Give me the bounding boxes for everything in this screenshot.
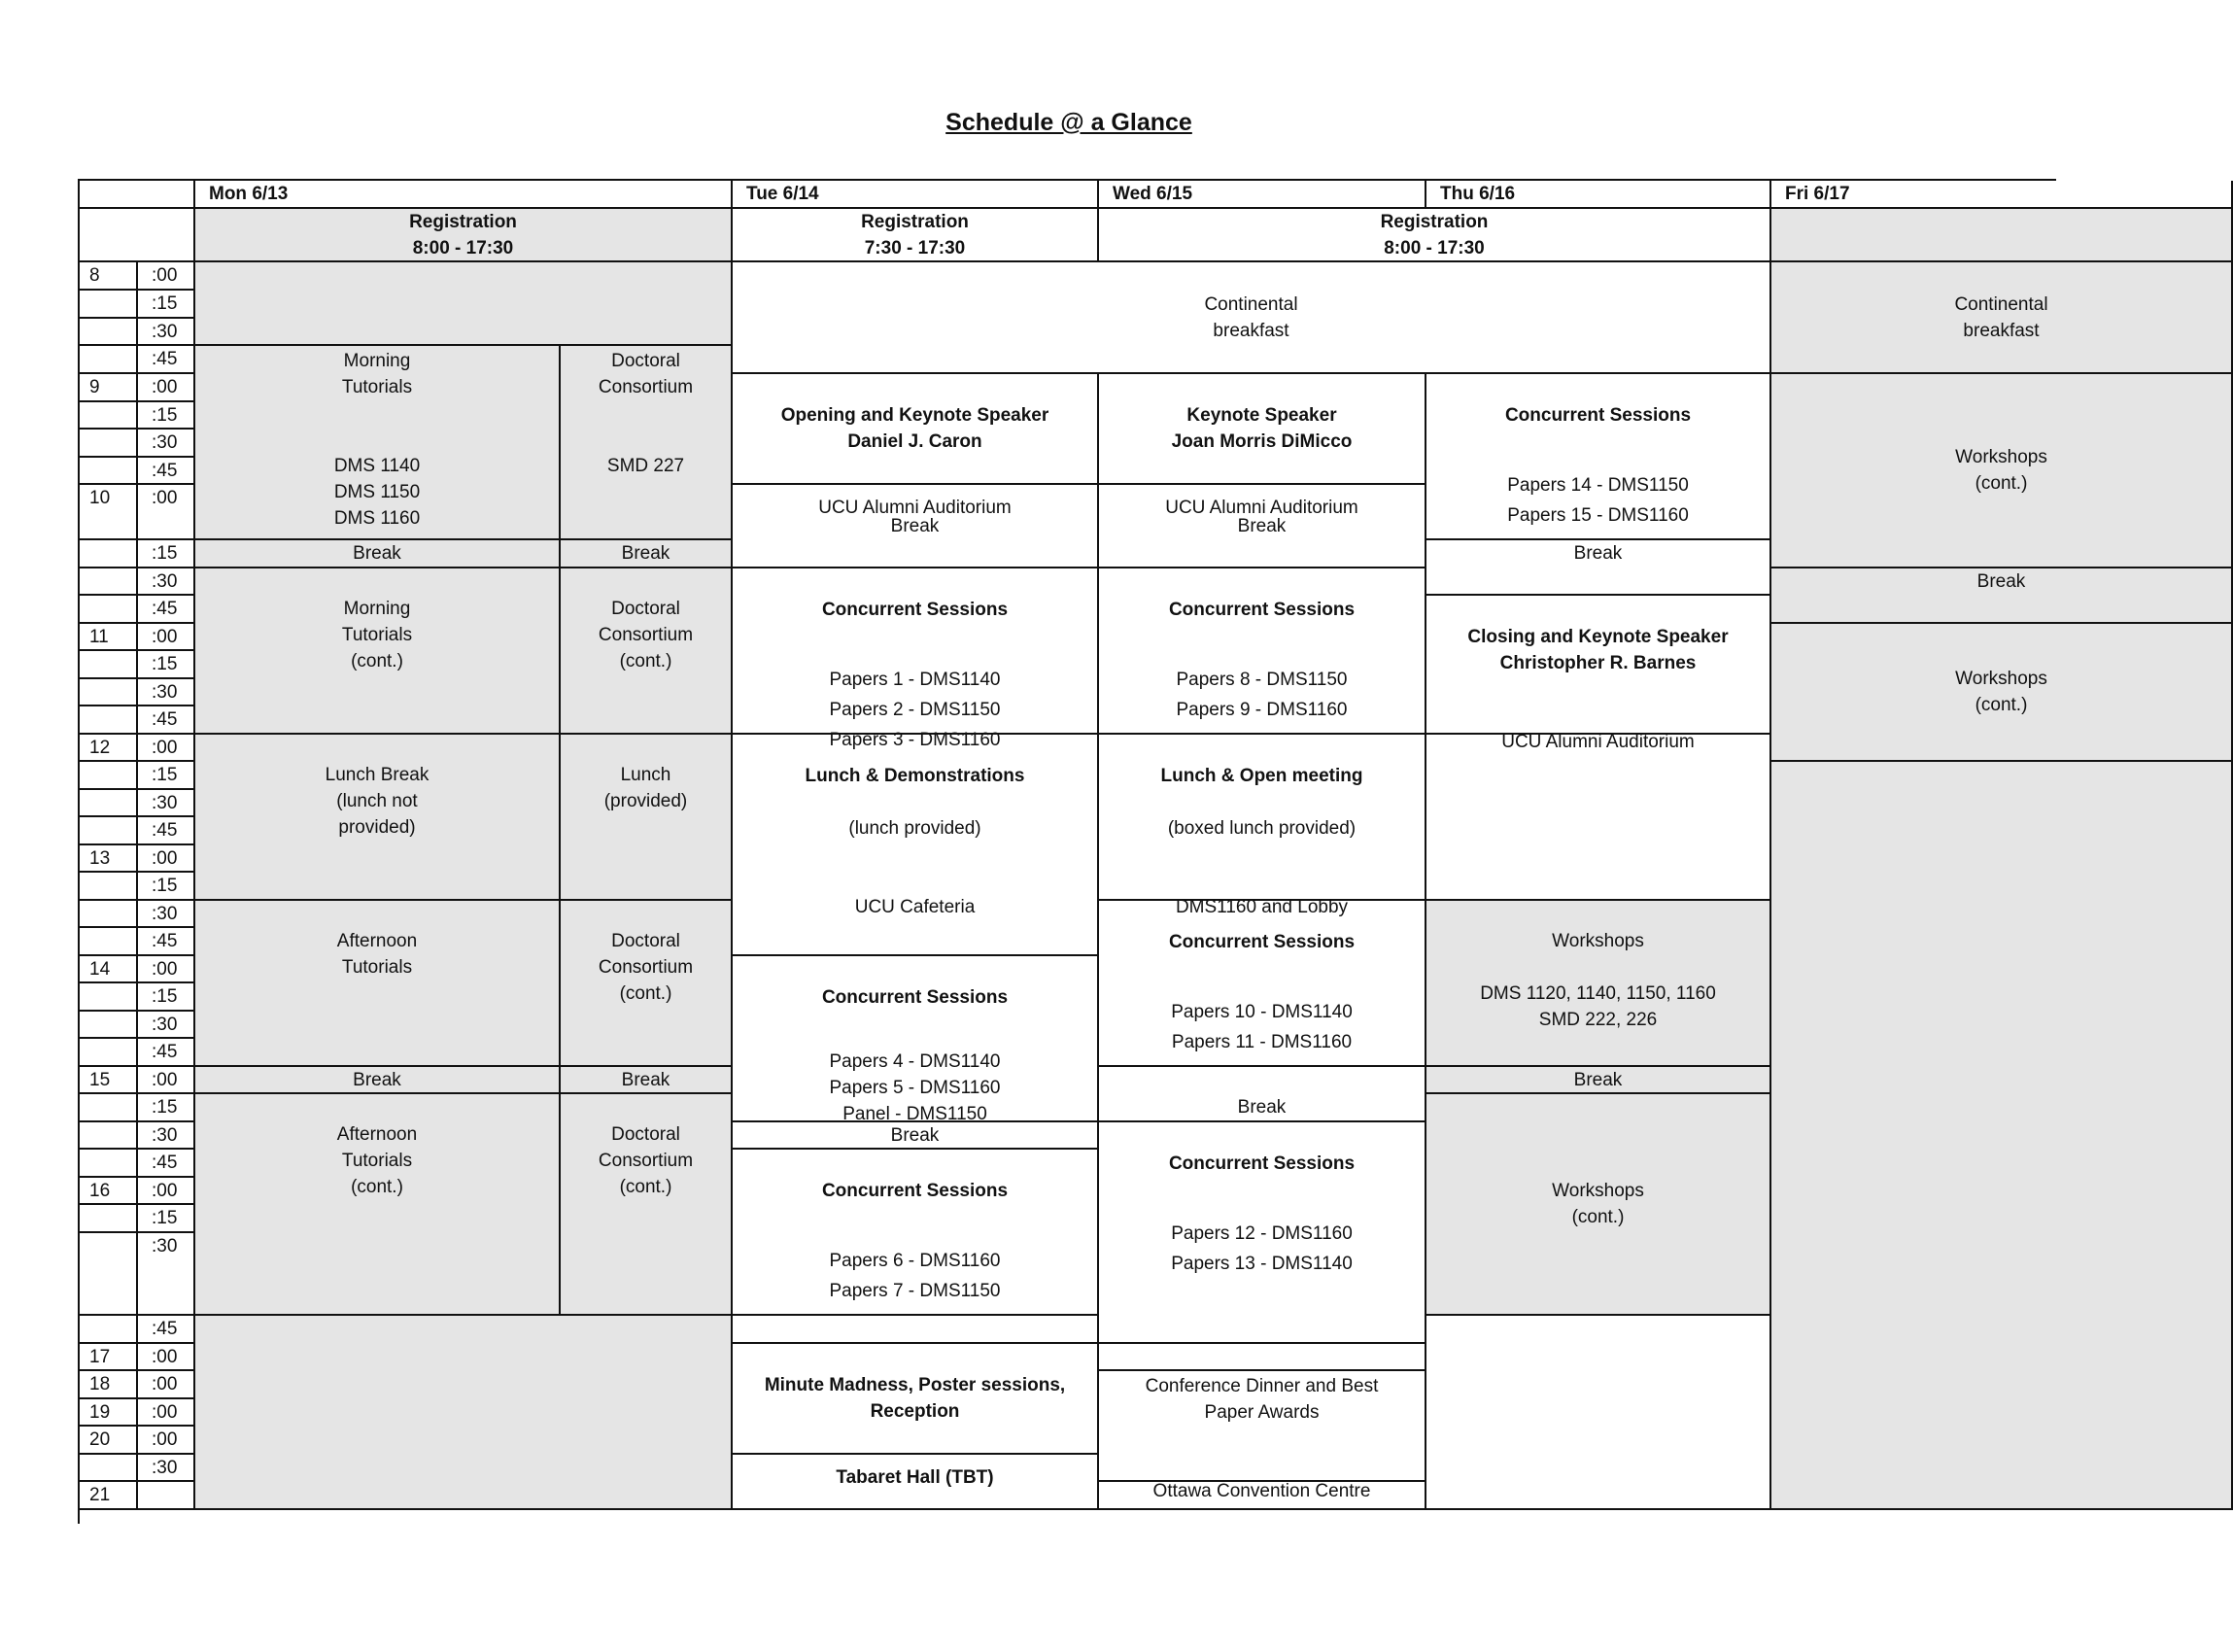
- tue-opening-keynote-venue: UCU Alumni Auditorium: [818, 498, 1012, 518]
- time-minute: :45: [138, 346, 195, 374]
- time-hour: [80, 928, 138, 956]
- wed-break: Break: [1099, 485, 1426, 568]
- thu-closing-keynote: [1426, 596, 1771, 752]
- time-minute: :00: [138, 1067, 195, 1094]
- time-minute: :15: [138, 1205, 195, 1233]
- time-hour: [80, 540, 138, 568]
- thu-break: Break: [1426, 1067, 1771, 1094]
- mon-break: Break: [195, 1067, 561, 1094]
- mon-afternoon-tutorials: Afternoon Tutorials: [195, 901, 561, 1067]
- time-hour: [80, 983, 138, 1012]
- time-minute: :45: [138, 1150, 195, 1178]
- wed-papers-1: Papers 8 - DMS1150 Papers 9 - DMS1160: [1176, 670, 1348, 720]
- registration-fri: [1771, 209, 2233, 262]
- time-hour: 11: [80, 624, 138, 651]
- time-minute: :30: [138, 430, 195, 458]
- time-minute: :30: [138, 679, 195, 706]
- time-hour: [80, 790, 138, 817]
- wed-empty: [1099, 1482, 1426, 1510]
- time-hour: [80, 1122, 138, 1150]
- time-minute: :15: [138, 873, 195, 901]
- tue-lunch-demonstrations: [733, 735, 1099, 956]
- wed-keynote: [1099, 374, 1426, 518]
- wed-concurrent-sessions-2: [1099, 901, 1426, 1067]
- registration-wed-thu: [1099, 209, 1771, 262]
- tue-concurrent-sessions-2: [733, 956, 1099, 1122]
- thu-empty: [1426, 1316, 1771, 1510]
- time-minute: :30: [138, 1233, 195, 1316]
- wed-papers-2: Papers 10 - DMS1140 Papers 11 - DMS1160: [1171, 1002, 1353, 1052]
- time-minute: :00: [138, 1178, 195, 1205]
- time-minute: :15: [138, 1094, 195, 1122]
- concurrent-sessions-title: Concurrent Sessions: [1504, 405, 1692, 426]
- time-hour: [80, 1316, 138, 1344]
- time-hour: [80, 1039, 138, 1067]
- thu-concurrent-sessions: [1426, 374, 1771, 540]
- wed-lunch-body: (boxed lunch provided) DMS1160 and Lobby: [1167, 818, 1357, 917]
- time-hour: [80, 901, 138, 928]
- thu-empty: [1426, 735, 1771, 901]
- mon-morning-tutorials-cont: Morning Tutorials (cont.): [195, 568, 561, 735]
- time-minute: :15: [138, 762, 195, 790]
- concurrent-sessions-title: Concurrent Sessions: [1168, 932, 1356, 952]
- fri-continental-breakfast: Continental breakfast: [1771, 262, 2233, 374]
- mon-lunch-break: Lunch Break (lunch not provided): [195, 735, 561, 901]
- fri-workshops-cont: Workshops (cont.): [1771, 624, 2233, 762]
- time-minute: :45: [138, 1316, 195, 1344]
- time-hour: [80, 1233, 138, 1316]
- day-header-thu: Thu 6/16: [1426, 181, 1771, 209]
- concurrent-sessions-title: Concurrent Sessions: [1168, 600, 1356, 620]
- mon-doctoral-consortium-cont: Doctoral Consortium (cont.): [561, 568, 733, 735]
- day-header-mon: Mon 6/13: [195, 181, 733, 209]
- thu-closing-keynote-title: Closing and Keynote Speaker Christopher R. Barnes: [1467, 627, 1729, 673]
- thu-workshops: Workshops DMS 1120, 1140, 1150, 1160 SMD 222, 226: [1426, 901, 1771, 1067]
- time-minute: :00: [138, 1344, 195, 1371]
- time-minute: :45: [138, 1039, 195, 1067]
- thu-papers: Papers 14 - DMS1150 Papers 15 - DMS1160: [1507, 475, 1689, 526]
- time-hour: [80, 1205, 138, 1233]
- mon-morning-tutorials: Morning Tutorials DMS 1140 DMS 1150 DMS 1160: [195, 346, 561, 540]
- time-hour: [80, 762, 138, 790]
- time-minute: :00: [138, 956, 195, 983]
- time-minute: :00: [138, 735, 195, 762]
- tue-papers-3: Papers 6 - DMS1160 Papers 7 - DMS1150: [829, 1251, 1001, 1301]
- time-minute: :45: [138, 817, 195, 845]
- tue-opening-keynote-title: Opening and Keynote Speaker Daniel J. Caron: [780, 405, 1049, 452]
- time-minute: :30: [138, 790, 195, 817]
- time-minute: :00: [138, 374, 195, 402]
- schedule-grid: [78, 179, 2056, 1524]
- time-hour: 9: [80, 374, 138, 402]
- tue-evening-title: Minute Madness, Poster sessions, Reception: [764, 1375, 1066, 1422]
- tue-papers-1: Papers 1 - DMS1140 Papers 2 - DMS1150 Papers 3 - DMS1160: [829, 670, 1001, 750]
- mon-lunch: Lunch (provided): [561, 735, 733, 901]
- tue-lunch-body: (lunch provided) UCU Cafeteria: [848, 818, 981, 917]
- wed-keynote-title: Keynote Speaker Joan Morris DiMicco: [1171, 405, 1353, 452]
- time-hour: 8: [80, 262, 138, 291]
- time-hour: [80, 1012, 138, 1039]
- time-minute: :00: [138, 485, 195, 540]
- time-hour: [80, 291, 138, 319]
- mon-break: Break: [561, 540, 733, 568]
- time-minute: :30: [138, 1455, 195, 1482]
- time-minute: :45: [138, 928, 195, 956]
- day-header-fri: Fri 6/17: [1771, 181, 2233, 209]
- time-hour: [80, 1455, 138, 1482]
- tue-break: Break: [733, 1122, 1099, 1150]
- day-header-wed: Wed 6/15: [1099, 181, 1426, 209]
- mon-afternoon-tutorials-cont: Afternoon Tutorials (cont.): [195, 1094, 561, 1316]
- tue-evening-reception: [733, 1344, 1099, 1488]
- time-hour: [80, 319, 138, 346]
- time-hour: 17: [80, 1344, 138, 1371]
- time-hour: [80, 1150, 138, 1178]
- corner-cell: [80, 181, 195, 209]
- wed-lunch-title: Lunch & Open meeting: [1160, 766, 1363, 786]
- tue-evening-place: Tabaret Hall (TBT): [836, 1467, 994, 1488]
- time-hour: [80, 430, 138, 458]
- time-hour: 10: [80, 485, 138, 540]
- registration-mon: [195, 209, 733, 262]
- thu-break: Break: [1426, 540, 1771, 596]
- time-hour: 14: [80, 956, 138, 983]
- wed-empty: [1099, 1344, 1426, 1371]
- time-minute: :00: [138, 845, 195, 873]
- tue-opening-keynote: [733, 374, 1099, 518]
- registration-tue: [733, 209, 1099, 262]
- time-minute: :30: [138, 319, 195, 346]
- time-hour: [80, 651, 138, 679]
- time-minute: :15: [138, 291, 195, 319]
- time-hour: 16: [80, 1178, 138, 1205]
- time-hour: [80, 679, 138, 706]
- time-minute: :00: [138, 624, 195, 651]
- fri-empty: [1771, 762, 2233, 1510]
- time-minute: :30: [138, 1012, 195, 1039]
- time-hour: [80, 1094, 138, 1122]
- time-hour: [80, 402, 138, 430]
- registration-corner: [80, 209, 195, 262]
- tue-lunch-title: Lunch & Demonstrations: [805, 766, 1025, 786]
- wed-keynote-venue: UCU Alumni Auditorium: [1165, 498, 1358, 518]
- mon-break: Break: [561, 1067, 733, 1094]
- day-header-tue: Tue 6/14: [733, 181, 1099, 209]
- time-hour: 21: [80, 1482, 138, 1510]
- time-hour: [80, 346, 138, 374]
- time-minute: :45: [138, 458, 195, 485]
- time-minute: :30: [138, 901, 195, 928]
- mon-evening-empty: [195, 1316, 733, 1510]
- time-minute: :15: [138, 402, 195, 430]
- mon-doctoral-consortium: Doctoral Consortium SMD 227: [561, 346, 733, 540]
- tue-concurrent-sessions-1: [733, 568, 1099, 750]
- time-minute: :00: [138, 1427, 195, 1455]
- time-minute: :00: [138, 1399, 195, 1427]
- wed-conference-dinner: Conference Dinner and Best Paper Awards Ottawa Convention Centre: [1099, 1371, 1426, 1482]
- time-minute: :00: [138, 262, 195, 291]
- tue-empty: [733, 1455, 1099, 1510]
- wed-lunch-open-meeting: [1099, 735, 1426, 917]
- time-hour: [80, 873, 138, 901]
- page-title: Schedule @ a Glance: [945, 109, 1192, 136]
- fri-break: Break: [1771, 568, 2233, 624]
- mon-doctoral-consortium-cont: Doctoral Consortium (cont.): [561, 1094, 733, 1316]
- time-hour: 20: [80, 1427, 138, 1455]
- mon-early-empty: [195, 262, 733, 346]
- time-hour: [80, 568, 138, 596]
- time-minute: :15: [138, 983, 195, 1012]
- registration-label: Registration: [1380, 211, 1489, 232]
- time-hour: 18: [80, 1371, 138, 1399]
- concurrent-sessions-title: Concurrent Sessions: [821, 1181, 1009, 1201]
- time-minute: :30: [138, 568, 195, 596]
- registration-time: 7:30 - 17:30: [864, 237, 966, 258]
- tue-empty: [733, 1316, 1099, 1344]
- time-minute: :30: [138, 1122, 195, 1150]
- thu-workshops-cont: Workshops (cont.): [1426, 1094, 1771, 1316]
- time-hour: [80, 817, 138, 845]
- registration-time: 8:00 - 17:30: [1384, 237, 1485, 258]
- time-hour: [80, 596, 138, 624]
- time-minute: :45: [138, 706, 195, 735]
- tue-concurrent-sessions-3: [733, 1150, 1099, 1316]
- time-minute: :45: [138, 596, 195, 624]
- tue-papers-2: Papers 4 - DMS1140 Papers 5 - DMS1160 Panel - DMS1150: [829, 1051, 1001, 1124]
- time-minute: [138, 1482, 195, 1510]
- mon-doctoral-consortium-cont: Doctoral Consortium (cont.): [561, 901, 733, 1067]
- concurrent-sessions-title: Concurrent Sessions: [821, 987, 1009, 1008]
- continental-breakfast: Continental breakfast: [733, 262, 1771, 374]
- time-hour: 19: [80, 1399, 138, 1427]
- concurrent-sessions-title: Concurrent Sessions: [821, 600, 1009, 620]
- registration-label: Registration: [409, 211, 517, 232]
- wed-papers-3: Papers 12 - DMS1160 Papers 13 - DMS1140: [1171, 1223, 1353, 1274]
- fri-workshops-cont: Workshops (cont.): [1771, 374, 2233, 568]
- time-hour: [80, 458, 138, 485]
- registration-time: 8:00 - 17:30: [412, 237, 514, 258]
- registration-label: Registration: [861, 211, 969, 232]
- wed-break: Break: [1099, 1067, 1426, 1122]
- wed-concurrent-sessions-3: [1099, 1122, 1426, 1344]
- time-hour: 12: [80, 735, 138, 762]
- tue-break: Break: [733, 485, 1099, 568]
- time-hour: 15: [80, 1067, 138, 1094]
- time-hour: [80, 706, 138, 735]
- time-hour: 13: [80, 845, 138, 873]
- thu-closing-keynote-venue: UCU Alumni Auditorium: [1501, 732, 1695, 752]
- wed-concurrent-sessions-1: [1099, 568, 1426, 735]
- concurrent-sessions-title: Concurrent Sessions: [1168, 1153, 1356, 1174]
- time-minute: :15: [138, 540, 195, 568]
- time-minute: :00: [138, 1371, 195, 1399]
- time-minute: :15: [138, 651, 195, 679]
- mon-break: Break: [195, 540, 561, 568]
